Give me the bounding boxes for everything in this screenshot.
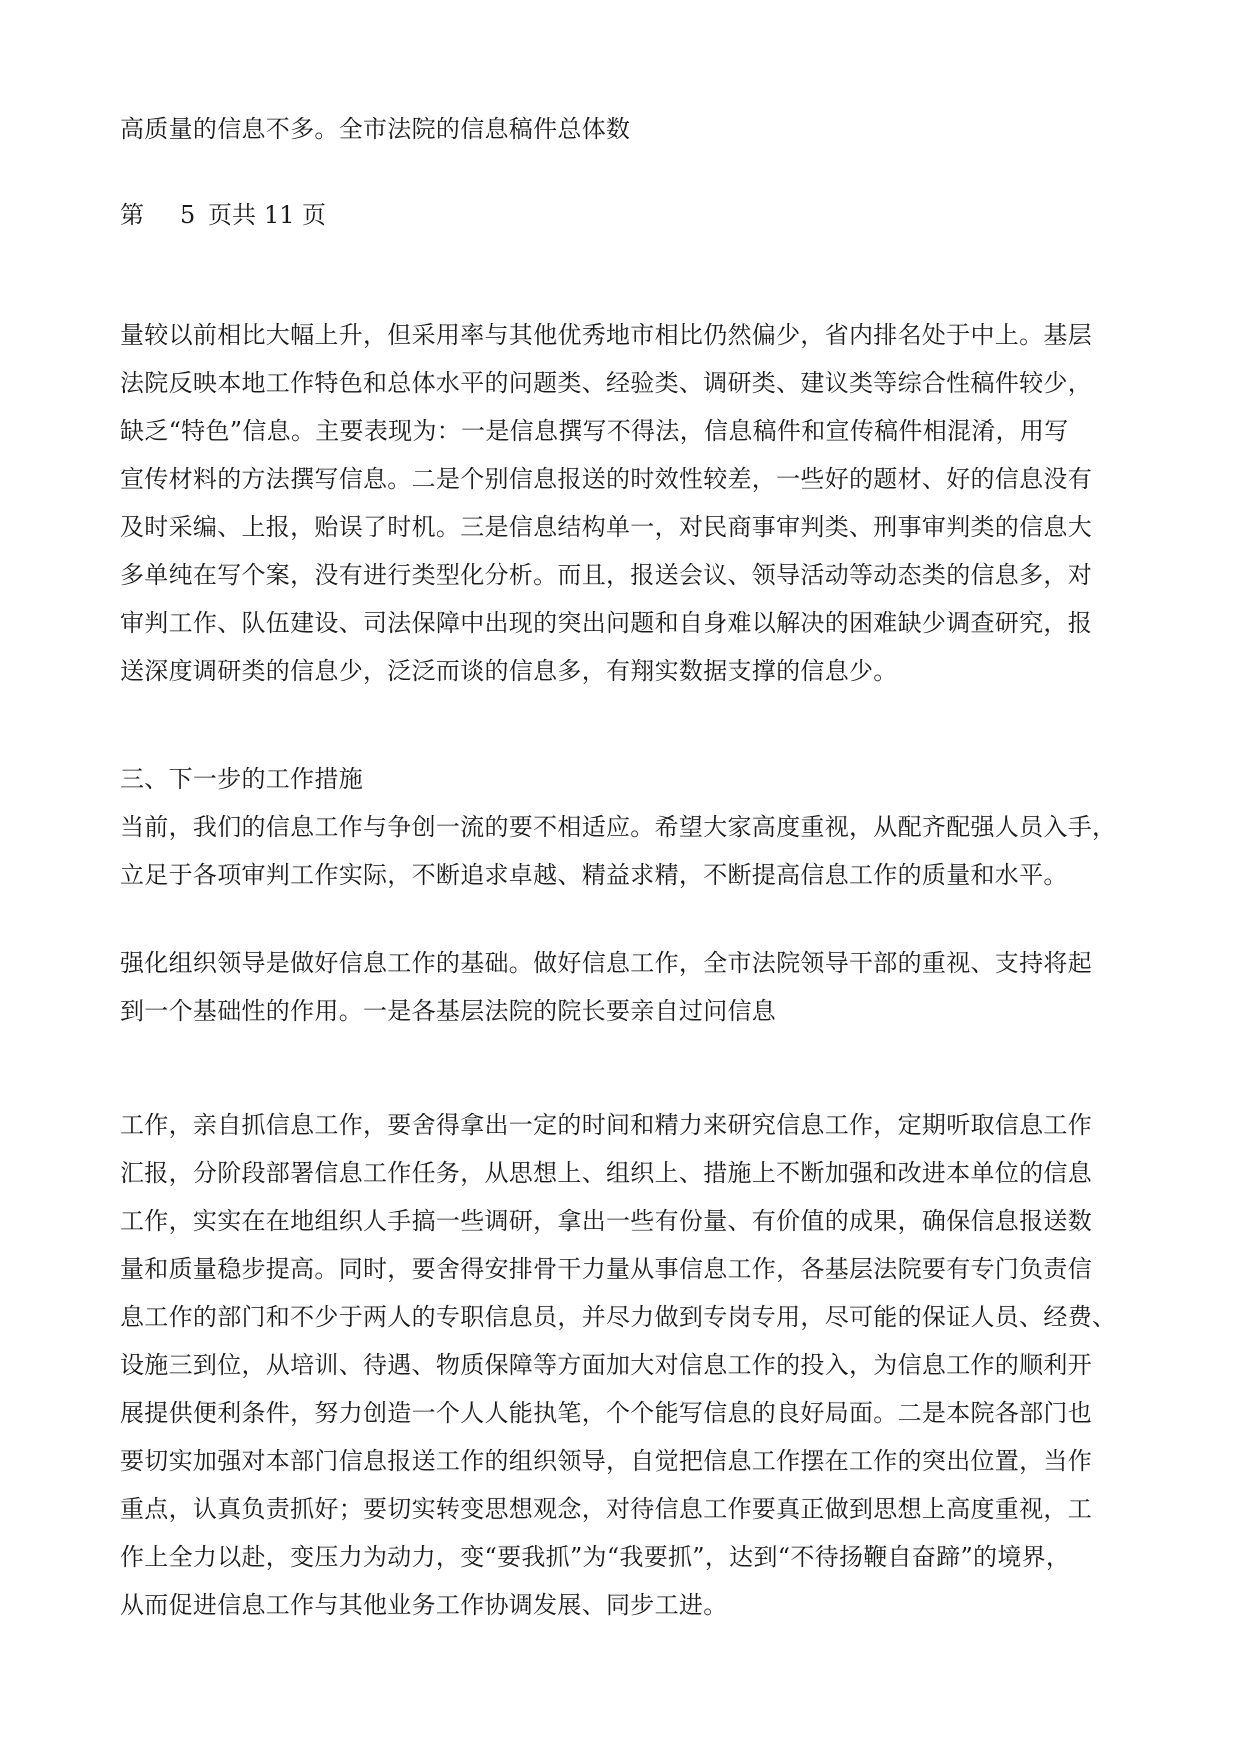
text-line: 作上全力以赴，变压力为动力，变“要我抓”为“我要抓”，达到“不待扬鞭自奋蹄”的境界， <box>120 1543 1071 1571</box>
text-line: 到一个基础性的作用。一是各基层法院的院长要亲自过问信息 <box>120 997 777 1025</box>
text-line: 汇报，分阶段部署信息工作任务，从思想上、组织上、措施上不断加强和改进本单位的信息 <box>120 1159 1092 1187</box>
text-line: 工作，亲自抓信息工作，要舍得拿出一定的时间和精力来研究信息工作，定期听取信息工作 <box>120 1111 1092 1139</box>
text-line: 及时采编、上报，贻误了时机。三是信息结构单一，对民商事审判类、刑事审判类的信息大 <box>120 513 1092 541</box>
page-footer-middle: 页共 <box>208 201 256 229</box>
section-heading: 三、下一步的工作措施 <box>120 765 363 793</box>
text-line: 法院反映本地工作特色和总体水平的问题类、经验类、调研类、建议类等综合性稿件较少， <box>120 369 1092 397</box>
page-footer-current: 5 <box>180 201 196 229</box>
text-line: 息工作的部门和不少于两人的专职信息员，并尽力做到专岗专用，尽可能的保证人员、经费、 <box>120 1303 1117 1331</box>
text-line: 高质量的信息不多。全市法院的信息稿件总体数 <box>120 115 631 143</box>
text-line: 量较以前相比大幅上升，但采用率与其他优秀地市相比仍然偏少，省内排名处于中上。基层 <box>120 321 1092 349</box>
text-line: 当前，我们的信息工作与争创一流的要不相适应。希望大家高度重视，从配齐配强人员入手， <box>120 813 1117 841</box>
text-line: 重点，认真负责抓好；要切实转变思想观念，对待信息工作要真正做到思想上高度重视，工 <box>120 1495 1092 1523</box>
text-line: 缺乏“特色”信息。主要表现为：一是信息撰写不得法，信息稿件和宣传稿件相混淆，用写 <box>120 417 1069 445</box>
text-line: 送深度调研类的信息少，泛泛而谈的信息多，有翔实数据支撑的信息少。 <box>120 657 898 685</box>
text-line: 量和质量稳步提高。同时，要舍得安排骨干力量从事信息工作，各基层法院要有专门负责信 <box>120 1255 1092 1283</box>
text-line: 展提供便利条件，努力创造一个人人能执笔，个个能写信息的良好局面。二是本院各部门也 <box>120 1399 1092 1427</box>
text-line: 多单纯在写个案，没有进行类型化分析。而且，报送会议、领导活动等动态类的信息多，对 <box>120 561 1092 589</box>
page-footer-prefix: 第 <box>120 201 144 229</box>
text-line: 审判工作、队伍建设、司法保障中出现的突出问题和自身难以解决的困难缺少调查研究，报 <box>120 609 1092 637</box>
text-line: 宣传材料的方法撰写信息。二是个别信息报送的时效性较差，一些好的题材、好的信息没有 <box>120 465 1092 493</box>
text-line: 工作，实实在在地组织人手搞一些调研，拿出一些有份量、有价值的成果，确保信息报送数 <box>120 1207 1092 1235</box>
page-footer-total: 11 <box>264 201 295 229</box>
text-line: 强化组织领导是做好信息工作的基础。做好信息工作，全市法院领导干部的重视、支持将起 <box>120 949 1092 977</box>
text-line: 立足于各项审判工作实际，不断追求卓越、精益求精，不断提高信息工作的质量和水平。 <box>120 861 1068 889</box>
text-line: 从而促进信息工作与其他业务工作协调发展、同步工进。 <box>120 1591 728 1619</box>
text-line: 要切实加强对本部门信息报送工作的组织领导，自觉把信息工作摆在工作的突出位置，当作 <box>120 1447 1092 1475</box>
page-footer-suffix: 页 <box>302 201 326 229</box>
text-line: 设施三到位，从培训、待遇、物质保障等方面加大对信息工作的投入，为信息工作的顺利开 <box>120 1351 1092 1379</box>
